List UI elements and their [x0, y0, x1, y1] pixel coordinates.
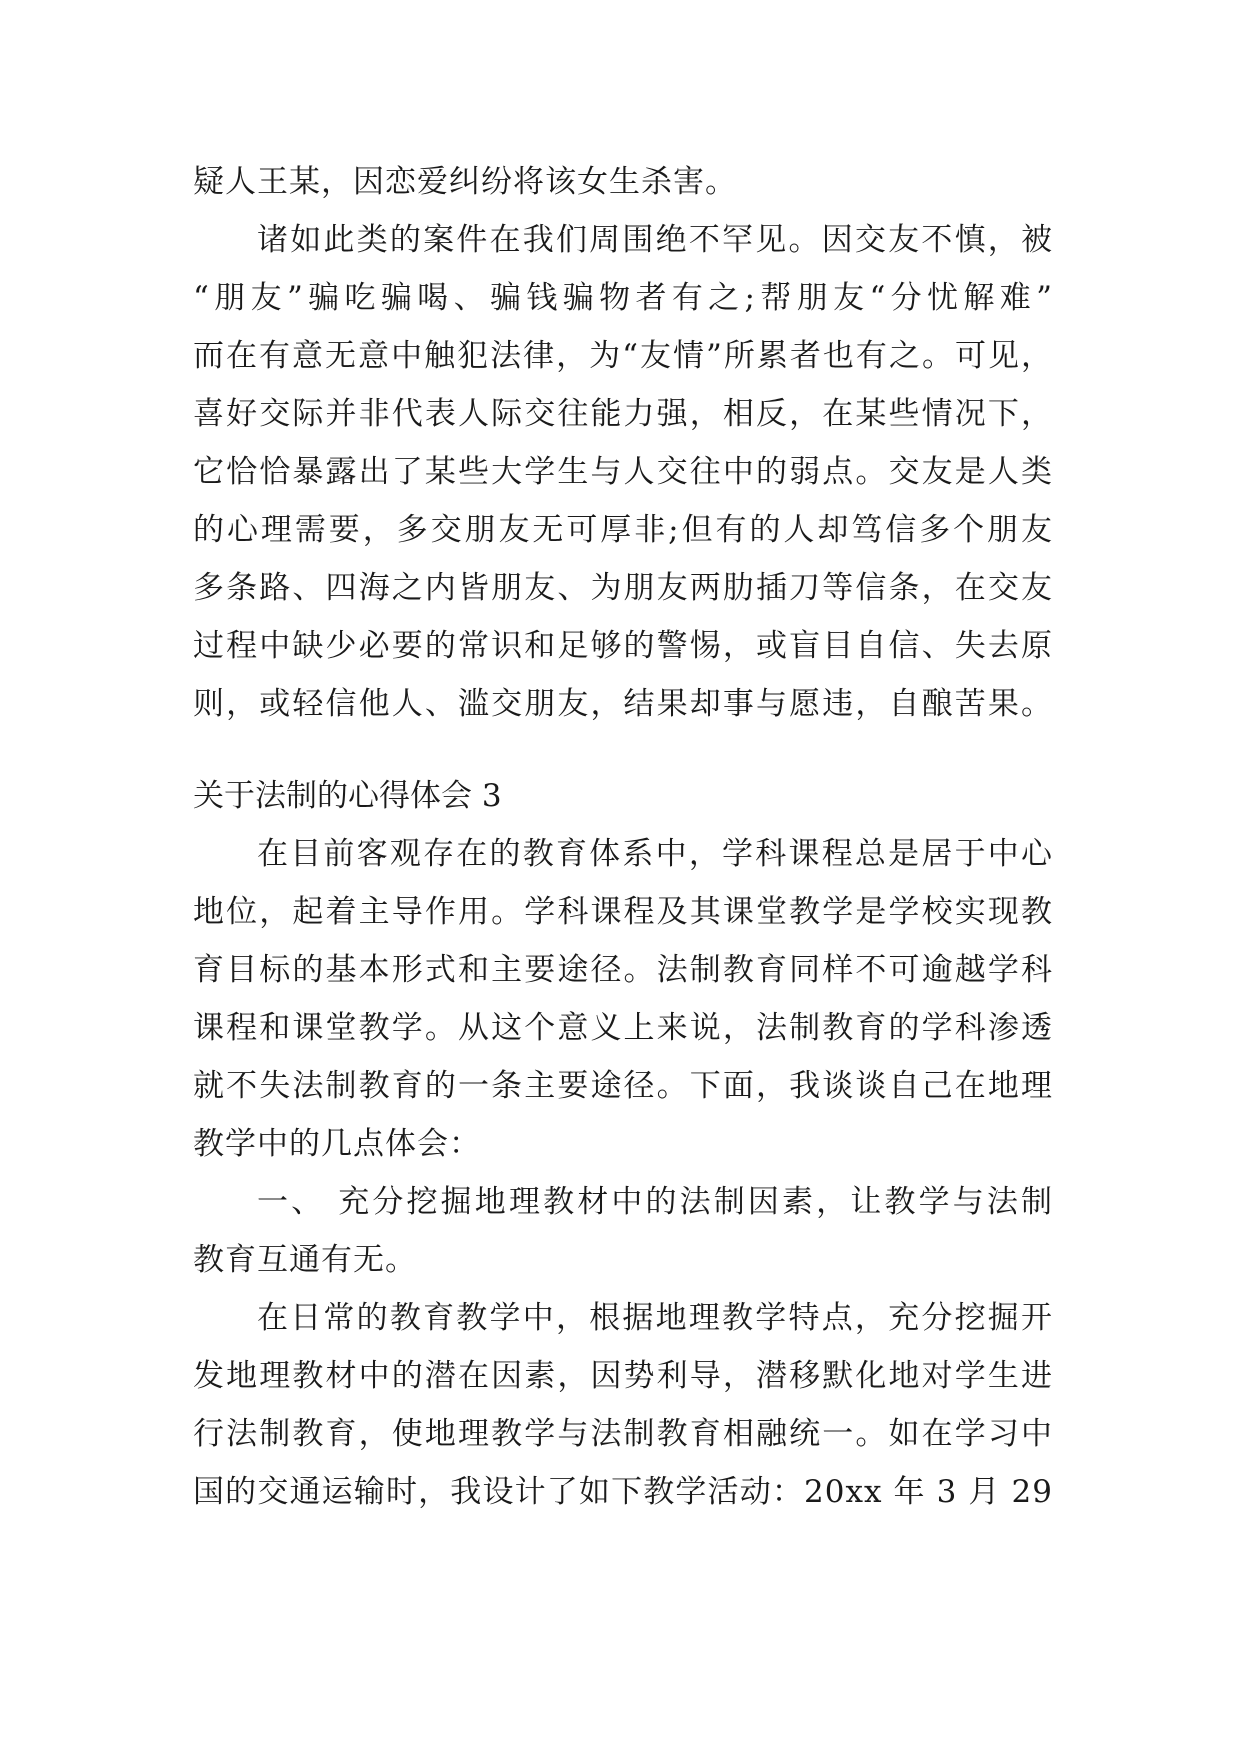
text-line: “朋友”骗吃骗喝、骗钱骗物者有之;帮朋友“分忧解难”	[193, 280, 1053, 316]
section-heading: 关于法制的心得体会 3	[193, 778, 502, 814]
text-line: 行法制教育，使地理教学与法制教育相融统一。如在学习中	[193, 1416, 1053, 1452]
paragraph-1	[193, 153, 1053, 211]
document-page	[193, 153, 1053, 1521]
text-line: 喜好交际并非代表人际交往能力强，相反，在某些情况下，	[193, 396, 1053, 432]
text-line: 在目前客观存在的教育体系中，学科课程总是居于中心	[257, 836, 1053, 872]
text-line: 就不失法制教育的一条主要途径。下面，我谈谈自己在地理	[193, 1068, 1053, 1104]
text-line: 发地理教材中的潜在因素，因势利导，潜移默化地对学生进	[193, 1358, 1053, 1394]
text-line: 在日常的教育教学中，根据地理教学特点，充分挖掘开	[257, 1300, 1053, 1336]
paragraph-3	[193, 825, 1053, 1173]
text-line: 过程中缺少必要的常识和足够的警惕，或盲目自信、失去原	[193, 628, 1053, 664]
paragraph-4	[193, 1173, 1053, 1289]
paragraph-2	[193, 211, 1053, 733]
text-line: 疑人王某，因恋爱纠纷将该女生杀害。	[193, 164, 737, 200]
text-line: 则，或轻信他人、滥交朋友，结果却事与愿违，自酿苦果。	[193, 686, 1053, 722]
text-line: 教育互通有无。	[193, 1242, 417, 1278]
text-line: 多条路、四海之内皆朋友、为朋友两肋插刀等信条，在交友	[193, 570, 1053, 606]
text-line: 育目标的基本形式和主要途径。法制教育同样不可逾越学科	[193, 952, 1053, 988]
paragraph-5	[193, 1289, 1053, 1521]
text-line: 诸如此类的案件在我们周围绝不罕见。因交友不慎，被	[257, 222, 1053, 258]
text-line: 地位，起着主导作用。学科课程及其课堂教学是学校实现教	[193, 894, 1053, 930]
text-line: 课程和课堂教学。从这个意义上来说，法制教育的学科渗透	[193, 1010, 1053, 1046]
text-line: 而在有意无意中触犯法律，为“友情”所累者也有之。可见，	[193, 338, 1053, 374]
text-line: 国的交通运输时，我设计了如下教学活动：20xx 年 3 月 29	[193, 1474, 1053, 1510]
text-line: 它恰恰暴露出了某些大学生与人交往中的弱点。交友是人类	[193, 454, 1053, 490]
text-line: 教学中的几点体会：	[193, 1126, 481, 1162]
text-line: 一、 充分挖掘地理教材中的法制因素，让教学与法制	[257, 1184, 1053, 1220]
text-line: 的心理需要，多交朋友无可厚非;但有的人却笃信多个朋友	[193, 512, 1053, 548]
